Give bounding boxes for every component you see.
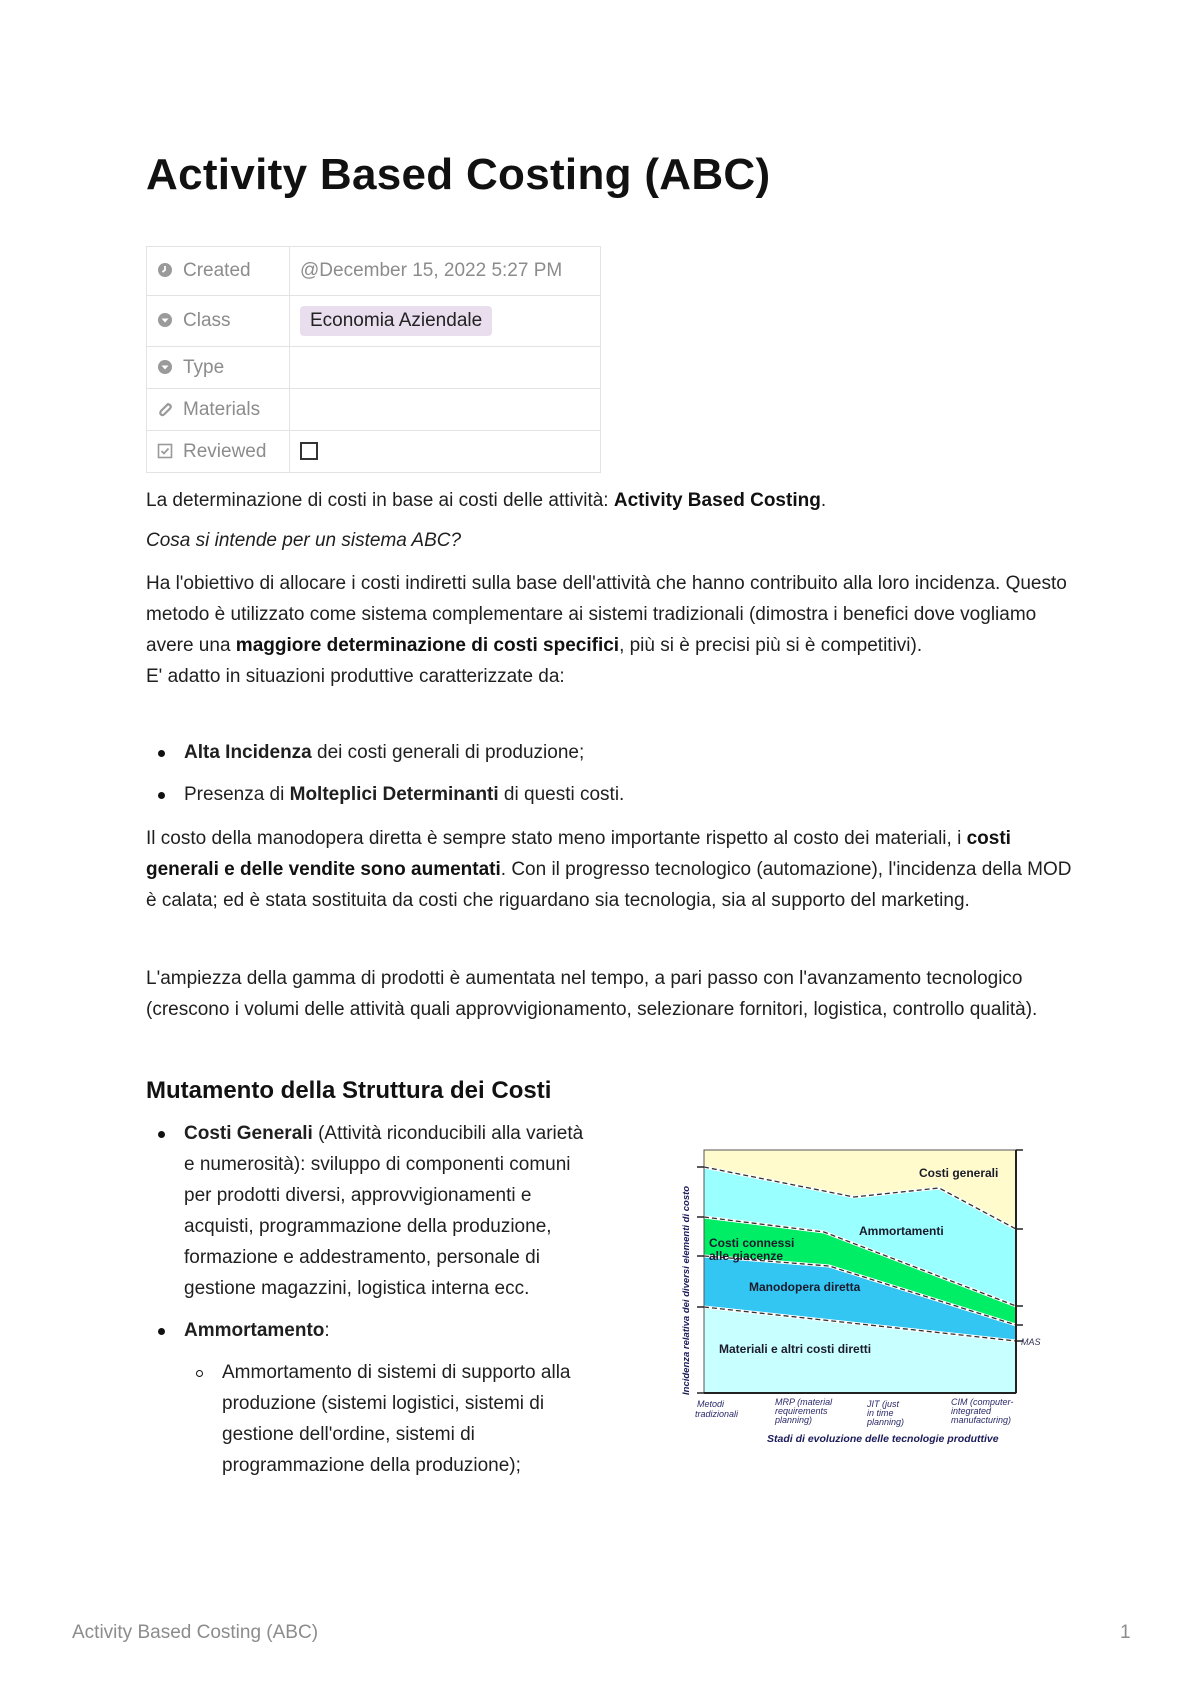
property-label: Materials [183, 398, 261, 420]
svg-text:in time: in time [867, 1408, 894, 1418]
svg-text:JIT (just: JIT (just [867, 1399, 900, 1409]
list-item: Alta Incidenza dei costi generali di produzione; [146, 737, 1076, 768]
list-item: Costi Generali (Attività riconducibili alla varietà e numerosità): sviluppo di componenti comuni per prodotti diversi, approvvigionamenti e acquisti, programmazione della produzione, formazione e addestramento, personale di gestione magazzini, logistica interna ecc. [146, 1118, 586, 1304]
mod-paragraph: Il costo della manodopera diretta è sempre stato meno importante rispetto al costo dei materiali, i costi generali e delle vendite sono aumentati. Con il progresso tecnologico (automazione), l'incidenza della MOD è calata; ed è stata sostituita da costi che riguardano sia tecnologia, sia al supporto del marketing. [146, 828, 1072, 911]
svg-text:integrated: integrated [951, 1406, 992, 1416]
mas-label: MAS [1021, 1337, 1041, 1347]
materials-value[interactable] [290, 389, 601, 431]
section-heading: Mutamento della Struttura dei Costi [146, 1077, 552, 1104]
checkbox-icon [157, 443, 173, 459]
label-alle-giacenze: alle giacenze [709, 1249, 784, 1263]
page-title: Activity Based Costing (ABC) [146, 150, 771, 199]
property-materials [147, 389, 601, 431]
property-class [147, 296, 601, 347]
svg-text:manufacturing): manufacturing) [951, 1415, 1012, 1425]
created-value[interactable]: @December 15, 2022 5:27 PM [290, 247, 601, 296]
property-label: Type [183, 356, 225, 378]
select-icon [157, 312, 173, 328]
select-icon [157, 359, 173, 375]
property-type [147, 347, 601, 389]
sub-list [184, 1357, 586, 1481]
list-item: Ammortamento: Ammortamento di sistemi di supporto alla produzione (sistemi logistici, sistemi di gestione dell'ordine, sistemi di programmazione della produzione); [146, 1315, 586, 1481]
svg-text:MRP (material: MRP (material [775, 1397, 833, 1407]
properties-table [146, 246, 601, 473]
x-tick-labels [695, 1397, 1013, 1427]
label-costi-connessi: Costi connessi [709, 1236, 795, 1250]
reviewed-checkbox[interactable] [300, 442, 318, 460]
svg-text:CIM (computer-: CIM (computer- [951, 1397, 1014, 1407]
footer-title: Activity Based Costing (ABC) [72, 1622, 319, 1643]
label-ammortamenti: Ammortamenti [859, 1224, 944, 1238]
property-label: Created [183, 260, 251, 281]
characteristics-list [146, 737, 1076, 810]
intro-paragraph: La determinazione di costi in base ai costi delle attività: Activity Based Costing. [146, 490, 827, 511]
chart-svg [654, 1130, 1054, 1460]
question-paragraph: Cosa si intende per un sistema ABC? [146, 530, 462, 551]
property-label: Reviewed [183, 440, 267, 462]
list-item: Ammortamento di sistemi di supporto alla produzione (sistemi logistici, sistemi di gestione dell'ordine, sistemi di programmazione della produzione); [184, 1357, 586, 1481]
x-axis-label: Stadi di evoluzione delle tecnologie produttive [767, 1433, 999, 1445]
property-label: Class [183, 310, 231, 331]
svg-text:requirements: requirements [775, 1406, 828, 1416]
range-paragraph: L'ampiezza della gamma di prodotti è aumentata nel tempo, a pari passo con l'avanzamento tecnologico (crescono i volumi delle attività quali approvvigionamento, selezionare fornitori, logistica, controllo qualità). [146, 968, 1038, 1020]
svg-text:Metodi: Metodi [697, 1399, 725, 1409]
page-number: 1 [1120, 1622, 1131, 1643]
cost-structure-chart [654, 1130, 1054, 1460]
type-value[interactable] [290, 347, 601, 389]
property-created [147, 247, 601, 296]
svg-text:planning): planning) [867, 1417, 905, 1427]
y-axis-label: Incidenza relativa dei diversi elementi di costo [681, 1185, 692, 1395]
class-tag[interactable]: Economia Aziendale [300, 306, 492, 336]
svg-text:tradizionali: tradizionali [695, 1409, 739, 1419]
objective-paragraph: Ha l'obiettivo di allocare i costi indiretti sulla base dell'attività che hanno contribuito alla loro incidenza. Questo metodo è utilizzato come sistema complementare ai sistemi tradizionali (dimostra i benefici dove vogliamo avere una maggiore determinazione di costi specifici, più si è precisi più si è competitivi). E' adatto in situazioni produttive caratterizzate da: [146, 573, 1067, 687]
label-manodopera: Manodopera diretta [749, 1280, 861, 1294]
label-materiali: Materiali e altri costi diretti [719, 1342, 872, 1356]
label-costi-generali: Costi generali [919, 1166, 999, 1180]
clock-icon [157, 262, 173, 278]
cost-structure-list [146, 1118, 586, 1481]
property-reviewed [147, 431, 601, 473]
paperclip-icon [157, 401, 173, 417]
svg-text:planning): planning) [775, 1415, 813, 1425]
list-item: Presenza di Molteplici Determinanti di questi costi. [146, 779, 1076, 810]
